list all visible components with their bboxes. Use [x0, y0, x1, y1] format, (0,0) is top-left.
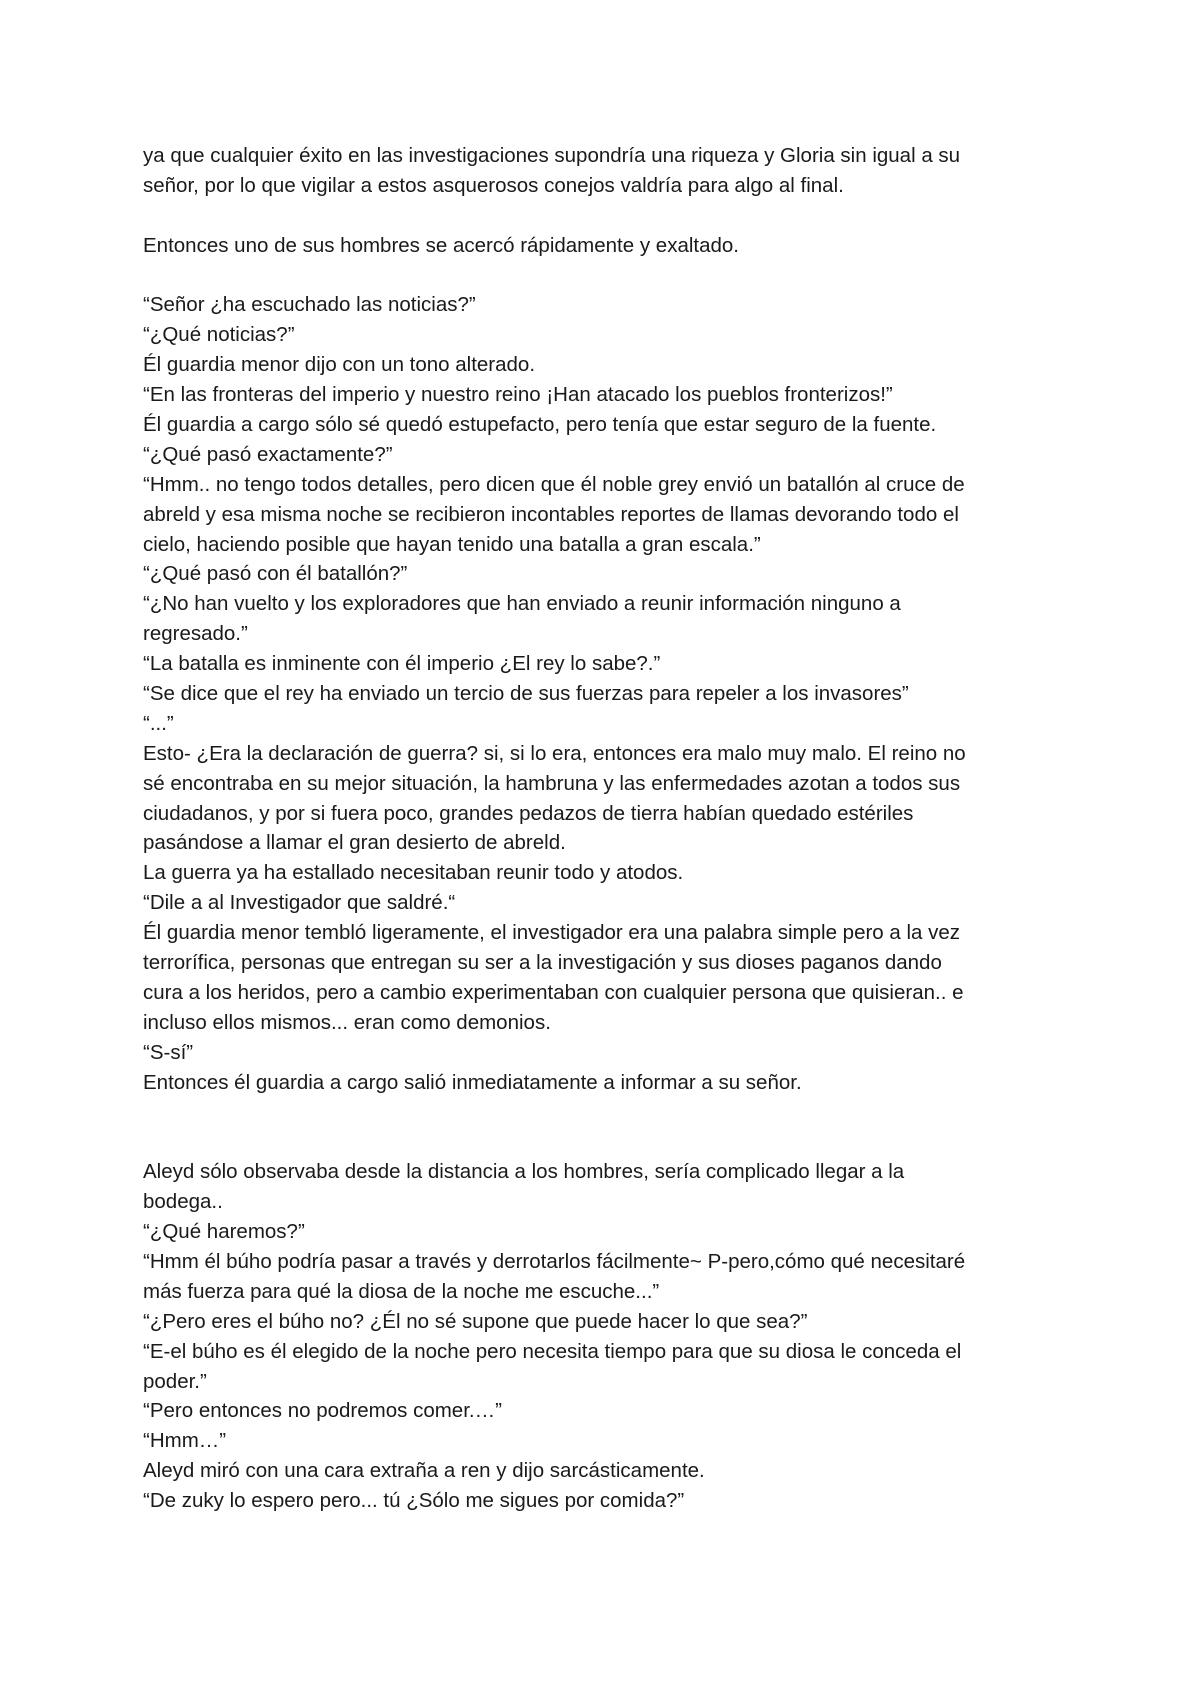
- text-line: “Señor ¿ha escuchado las noticias?”: [143, 293, 476, 317]
- text-line: Esto- ¿Era la declaración de guerra? si, si lo era, entonces era malo muy malo. El reino no: [143, 741, 966, 765]
- text-line: “De zuky lo espero pero... tú ¿Sólo me sigues por comida?”: [143, 1489, 685, 1513]
- text-line: sé encontraba en su mejor situación, la hambruna y las enfermedades azotan a todos sus: [143, 771, 961, 795]
- text-line: “...”: [143, 711, 174, 735]
- text-line: “Pero entonces no podremos comer.…”: [143, 1399, 502, 1423]
- text-line: Aleyd sólo observaba desde la distancia a los hombres, sería complicado llegar a la: [143, 1160, 905, 1184]
- text-line: Aleyd miró con una cara extraña a ren y dijo sarcásticamente.: [143, 1459, 705, 1483]
- body-text: [143, 141, 1043, 1516]
- text-line: Él guardia menor tembló ligeramente, el investigador era una palabra simple pero a la vez: [143, 921, 961, 945]
- text-line: “¿Qué haremos?”: [143, 1220, 305, 1244]
- text-line: Entonces él guardia a cargo salió inmediatamente a informar a su señor.: [143, 1070, 802, 1094]
- paragraph-gap: [143, 261, 1043, 291]
- text-line: incluso ellos mismos... eran como demonios.: [143, 1010, 551, 1034]
- text-line: terrorífica, personas que entregan su ser a la investigación y sus dioses paganos dando: [143, 951, 942, 975]
- text-line: “S-sí”: [143, 1040, 194, 1064]
- text-line: “¿Pero eres el búho no? ¿Él no sé supone que puede hacer lo que sea?”: [143, 1309, 808, 1333]
- text-line: “Se dice que el rey ha enviado un tercio de sus fuerzas para repeler a los invasores”: [143, 682, 909, 706]
- text-line: “La batalla es inminente con él imperio ¿El rey lo sabe?.”: [143, 652, 661, 676]
- text-line: regresado.”: [143, 622, 248, 646]
- text-line: Entonces uno de sus hombres se acercó rápidamente y exaltado.: [143, 233, 739, 257]
- section-gap: [143, 1098, 1043, 1158]
- text-line: “¿Qué noticias?”: [143, 323, 295, 347]
- text-line: “Dile a al Investigador que saldré.“: [143, 891, 456, 915]
- text-line: “En las fronteras del imperio y nuestro reino ¡Han atacado los pueblos fronterizos!”: [143, 383, 893, 407]
- text-line: “¿Qué pasó con él batallón?”: [143, 562, 408, 586]
- text-line: ciudadanos, y por si fuera poco, grandes pedazos de tierra habían quedado estériles: [143, 801, 914, 825]
- text-line: “Hmm.. no tengo todos detalles, pero dicen que él noble grey envió un batallón al cruce de: [143, 472, 965, 496]
- text-line: Él guardia menor dijo con un tono alterado.: [143, 353, 536, 377]
- text-line: poder.”: [143, 1369, 207, 1393]
- text-line: ya que cualquier éxito en las investigaciones supondría una riqueza y Gloria sin igual a su: [143, 144, 961, 167]
- text-line: más fuerza para qué la diosa de la noche me escuche...”: [143, 1279, 660, 1303]
- paragraph-gap: [143, 201, 1043, 231]
- text-line: “Hmm…”: [143, 1429, 227, 1453]
- text-line: cielo, haciendo posible que hayan tenido una batalla a gran escala.”: [143, 532, 761, 556]
- text-line: “¿Qué pasó exactamente?”: [143, 442, 393, 466]
- text-line: “¿No han vuelto y los exploradores que han enviado a reunir información ninguno a: [143, 592, 901, 616]
- text-line: La guerra ya ha estallado necesitaban reunir todo y atodos.: [143, 861, 684, 885]
- text-line: pasándose a llamar el gran desierto de abreld.: [143, 831, 566, 855]
- text-line: “E-el búho es él elegido de la noche pero necesita tiempo para que su diosa le conceda el: [143, 1339, 962, 1363]
- text-line: “Hmm él búho podría pasar a través y derrotarlos fácilmente~ P-pero,cómo qué necesitaré: [143, 1249, 966, 1273]
- text-line: bodega..: [143, 1190, 223, 1214]
- text-line: Él guardia a cargo sólo sé quedó estupefacto, pero tenía que estar seguro de la fuente.: [143, 413, 937, 437]
- text-line: abreld y esa misma noche se recibieron incontables reportes de llamas devorando todo el: [143, 502, 959, 526]
- text-line: cura a los heridos, pero a cambio experimentaban con cualquier persona que quisieran.. e: [143, 980, 964, 1004]
- text-line: señor, por lo que vigilar a estos asquerosos conejos valdría para algo al final.: [143, 173, 844, 197]
